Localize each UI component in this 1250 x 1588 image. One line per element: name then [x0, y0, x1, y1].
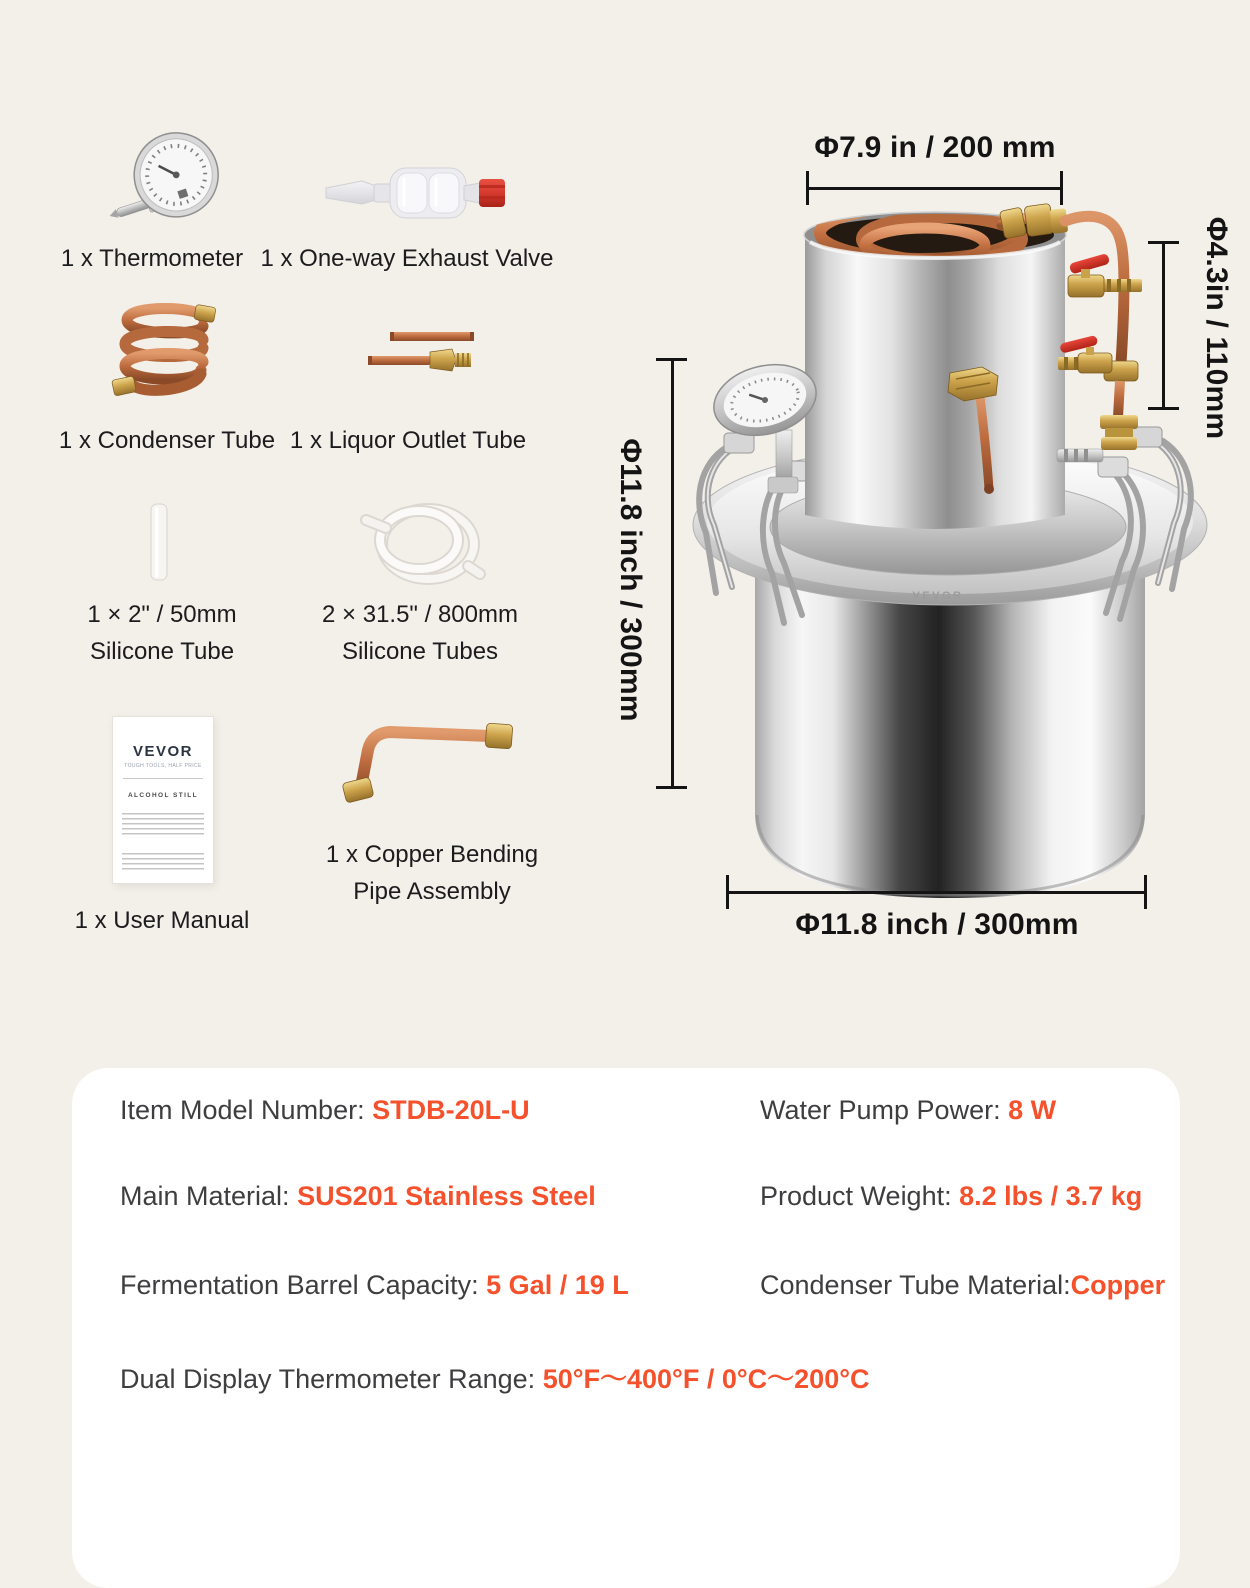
product-still-image [680, 195, 1210, 905]
dimension-bottom-tick-right [1144, 875, 1147, 909]
condenser-tube-icon [103, 296, 227, 408]
drain-valve-lower [1058, 335, 1112, 373]
dimension-right-tick-bottom [1148, 407, 1179, 410]
dimension-right-tick-top [1148, 241, 1179, 244]
manual-paragraph [122, 853, 204, 873]
manual-brand: VEVOR [132, 743, 193, 760]
dimension-bottom-line [728, 891, 1147, 894]
dimension-left-line [671, 360, 674, 788]
lid-barb-fitting [1057, 449, 1103, 462]
silicone-tubes-icon [356, 494, 486, 596]
spec-row-2 [72, 1181, 1180, 1221]
part-label-silicone-tube-small: 1 × 2" / 50mm Silicone Tube [87, 601, 237, 665]
spec-main-material: Main Material: SUS201 Stainless Steel [120, 1181, 596, 1211]
manual-title: ALCOHOL STILL [127, 792, 199, 799]
manual-paragraph [122, 813, 204, 835]
thermometer-icon [103, 126, 227, 242]
dimension-right-line [1162, 243, 1165, 409]
part-label-liquor-outlet-tube: 1 x Liquor Outlet Tube [289, 427, 527, 454]
spec-item-model-number: Item Model Number: STDB-20L-U [120, 1095, 530, 1125]
silicone-tube-small-icon [148, 502, 170, 582]
manual-divider [123, 778, 203, 783]
spec-row-4 [72, 1357, 1180, 1397]
part-label-condenser-tube: 1 x Condenser Tube [58, 427, 276, 454]
spec-card [72, 1068, 1180, 1588]
dimension-bottom-label: Φ11.8 inch / 300mm [795, 908, 1079, 941]
dimension-left-label: Φ11.8 inch / 300mm [614, 438, 647, 722]
part-label-user-manual: 1 x User Manual [74, 907, 250, 934]
one-way-exhaust-valve-icon [318, 148, 516, 234]
liquor-outlet-tube-icon [360, 324, 482, 384]
spec-water-pump-power: Water Pump Power: 8 W [760, 1095, 1057, 1125]
manual-tagline: TOUGH TOOLS, HALF PRICE [124, 763, 202, 769]
spec-condenser-tube-material: Condenser Tube Material:Copper [760, 1270, 1166, 1300]
dimension-top-label: Φ7.9 in / 200 mm [814, 131, 1056, 164]
spec-product-weight: Product Weight: 8.2 lbs / 3.7 kg [760, 1181, 1143, 1211]
part-label-silicone-tubes: 2 × 31.5" / 800mm Silicone Tubes [322, 601, 518, 665]
lid-brand-engraving: VEVOR [912, 590, 964, 602]
brass-fitting [1024, 203, 1054, 236]
part-label-thermometer: 1 x Thermometer [60, 245, 244, 272]
dimension-top-tick-left [806, 171, 809, 205]
spec-row-3 [72, 1270, 1180, 1310]
copper-bending-pipe-icon [318, 718, 520, 810]
dimension-left-tick-top [656, 358, 687, 361]
part-label-copper-bending-pipe: 1 x Copper Bending Pipe Assembly [325, 841, 539, 905]
dimension-bottom-tick-left [726, 875, 729, 909]
part-label-exhaust-valve: 1 x One-way Exhaust Valve [260, 245, 554, 272]
dimension-left-tick-bottom [656, 786, 687, 789]
spec-fermentation-barrel-capacity: Fermentation Barrel Capacity: 5 Gal / 19 L [120, 1270, 629, 1300]
drain-valve-upper [1068, 253, 1142, 297]
dimension-top-tick-right [1060, 171, 1063, 205]
condenser-pot [804, 207, 1066, 529]
dimension-top-line [808, 187, 1063, 190]
fermentation-barrel [755, 575, 1145, 898]
spec-row-1 [72, 1095, 1180, 1135]
user-manual-booklet [112, 716, 214, 884]
dimension-right-label: Φ4.3in / 110mm [1200, 216, 1233, 440]
spec-thermometer-range: Dual Display Thermometer Range: 50°F～400°F / 0°C～200°C [120, 1364, 870, 1394]
